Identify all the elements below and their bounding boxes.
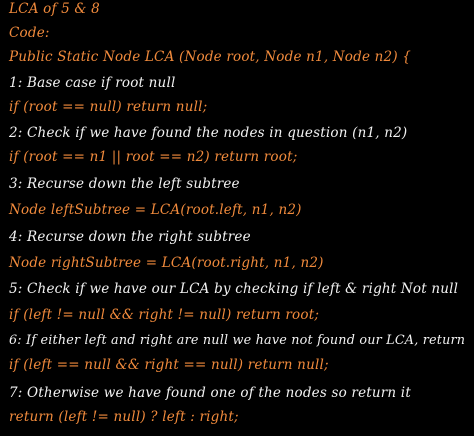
step-5-description: 5: Check if we have our LCA by checking if left & right Not null	[9, 281, 459, 297]
step-3-code: Node leftSubtree = LCA(root.left, n1, n2)	[9, 202, 302, 218]
notes-title: LCA of 5 & 8	[9, 1, 100, 17]
step-4-code: Node rightSubtree = LCA(root.right, n1, n2)	[9, 255, 324, 271]
step-1-description: 1: Base case if root null	[9, 75, 176, 91]
step-2-code: if (root == n1 || root == n2) return root;	[9, 149, 298, 165]
step-7-code: return (left != null) ? left : right;	[9, 409, 239, 425]
step-3-description: 3: Recurse down the left subtree	[9, 176, 240, 192]
step-4-description: 4: Recurse down the right subtree	[9, 229, 251, 245]
code-label: Code:	[9, 25, 50, 41]
step-1-code: if (root == null) return null;	[9, 99, 208, 115]
step-5-code: if (left != null && right != null) return root;	[9, 307, 320, 323]
step-6-code: if (left == null && right == null) return null;	[9, 357, 329, 373]
step-7-description: 7: Otherwise we have found one of the nodes so return it	[9, 385, 411, 401]
step-2-description: 2: Check if we have found the nodes in question (n1, n2)	[9, 125, 408, 141]
step-6-description: 6: If either left and right are null we have not found our LCA, return	[9, 333, 466, 348]
method-signature: Public Static Node LCA (Node root, Node n1, Node n2) {	[9, 49, 412, 65]
